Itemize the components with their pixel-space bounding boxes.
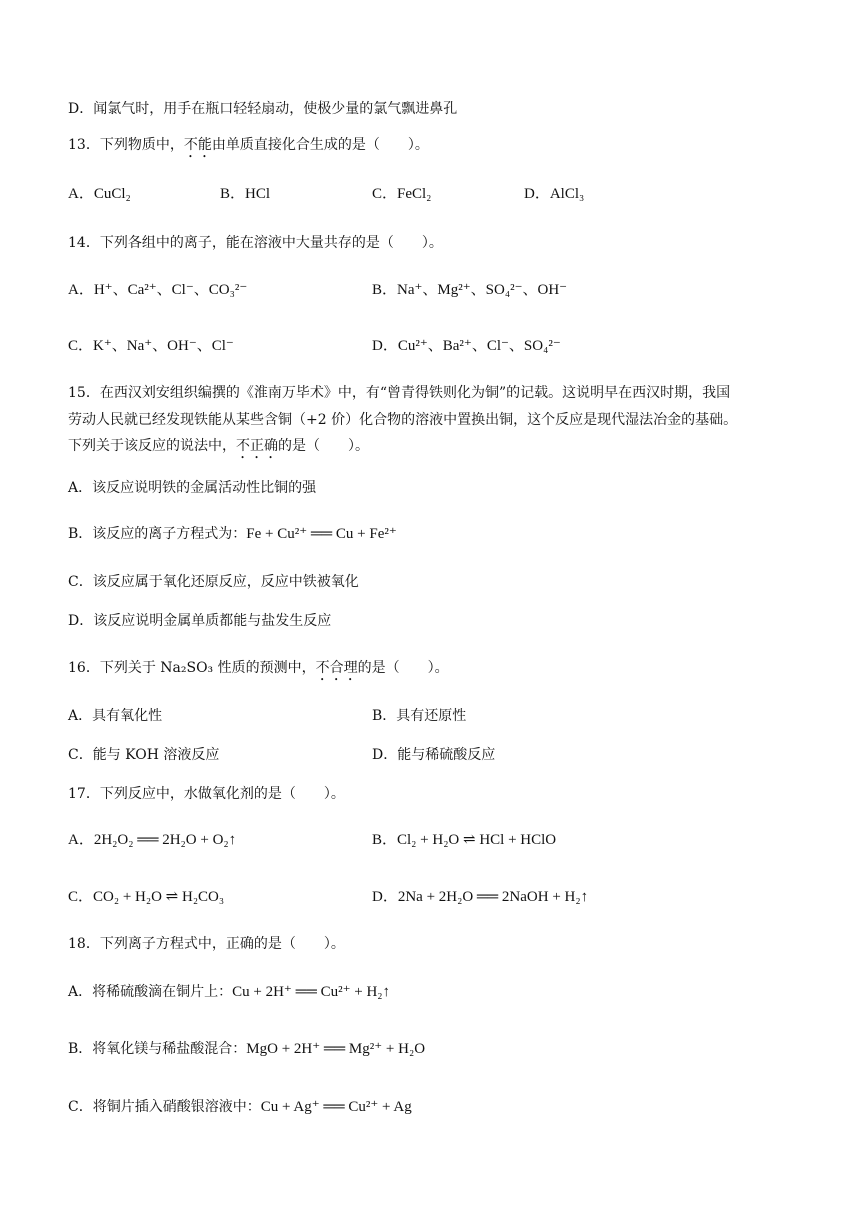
q15-stem3-post: 的是（ ）。 bbox=[278, 438, 369, 454]
q15-option-b bbox=[68, 524, 397, 544]
q18-option-a-equation: Cu + 2H⁺ ══ Cu²⁺ + H₂↑ bbox=[232, 984, 391, 1000]
q18-option-c bbox=[68, 1097, 412, 1117]
q14-option-d: D．Cu²⁺、Ba²⁺、Cl⁻、SO₄²⁻ bbox=[372, 338, 561, 354]
q18-option-c-equation: Cu + Ag⁺ ══ Cu²⁺ + Ag bbox=[260, 1099, 412, 1115]
q17-stem: 17．下列反应中，水做氧化剂的是（ ）。 bbox=[68, 786, 345, 802]
q13-stem-pre: 13．下列物质中， bbox=[68, 137, 184, 153]
q15-stem-line3 bbox=[68, 436, 369, 462]
q15-stem-line2: 劳动人民就已经发现铁能从某些含铜（+2 价）化合物的溶液中置换出铜，这个反应是现代湿法冶金的基础。 bbox=[68, 412, 738, 428]
q15-option-c: C．该反应属于氧化还原反应，反应中铁被氧化 bbox=[68, 574, 359, 590]
q13-option-d: D．AlCl₃ bbox=[524, 186, 585, 202]
q18-option-a bbox=[68, 982, 390, 1002]
q16-stem-post: 的是（ ）。 bbox=[357, 660, 449, 676]
q18-stem: 18．下列离子方程式中，正确的是（ ）。 bbox=[68, 936, 345, 952]
q15-stem3-pre: 下列关于该反应的说法中， bbox=[68, 438, 236, 454]
q13-option-a: A．CuCl₂ bbox=[68, 186, 131, 202]
q18-option-a-label: A．将稀硫酸滴在铜片上： bbox=[68, 984, 233, 1000]
q15-option-a: A．该反应说明铁的金属活动性比铜的强 bbox=[68, 480, 317, 496]
q13-option-b: B．HCl bbox=[220, 186, 271, 202]
q15-stem3-emph: 不正确 bbox=[236, 438, 278, 454]
q17-option-b: B．Cl₂ + H₂O ⇌ HCl + HClO bbox=[372, 832, 557, 848]
q17-option-c: C．CO₂ + H₂O ⇌ H₂CO₃ bbox=[68, 889, 225, 905]
q15-option-b-equation: Fe + Cu²⁺ ══ Cu + Fe²⁺ bbox=[246, 526, 397, 542]
q13-option-c: C．FeCl₂ bbox=[372, 186, 432, 202]
q16-option-a: A．具有氧化性 bbox=[68, 708, 163, 724]
q16-option-c: C．能与 KOH 溶液反应 bbox=[68, 747, 220, 763]
q17-option-a: A．2H₂O₂ ══ 2H₂O + O₂↑ bbox=[68, 832, 237, 848]
q13-stem-post: 由单质直接化合生成的是（ ）。 bbox=[211, 137, 429, 153]
q15-option-d: D．该反应说明金属单质都能与盐发生反应 bbox=[68, 613, 332, 629]
q18-option-b bbox=[68, 1039, 425, 1059]
q13-stem bbox=[68, 135, 429, 161]
q12-option-d: D．闻氯气时，用手在瓶口轻轻扇动，使极少量的氯气飘进鼻孔 bbox=[68, 101, 458, 117]
q16-stem bbox=[68, 658, 449, 684]
q14-stem: 14．下列各组中的离子，能在溶液中大量共存的是（ ）。 bbox=[68, 235, 443, 251]
q14-option-a: A．H⁺、Ca²⁺、Cl⁻、CO₃²⁻ bbox=[68, 282, 248, 298]
q17-option-d: D．2Na + 2H₂O ══ 2NaOH + H₂↑ bbox=[372, 889, 589, 905]
q18-option-c-label: C．将铜片插入硝酸银溶液中： bbox=[68, 1099, 261, 1115]
q15-option-b-label: B．该反应的离子方程式为： bbox=[68, 526, 247, 542]
q14-option-b: B．Na⁺、Mg²⁺、SO₄²⁻、OH⁻ bbox=[372, 282, 568, 298]
q18-option-b-equation: MgO + 2H⁺ ══ Mg²⁺ + H₂O bbox=[246, 1041, 426, 1057]
q16-option-d: D．能与稀硫酸反应 bbox=[372, 747, 496, 763]
q18-option-b-label: B．将氧化镁与稀盐酸混合： bbox=[68, 1041, 247, 1057]
q16-stem-pre: 16．下列关于 Na₂SO₃ 性质的预测中， bbox=[68, 660, 316, 676]
q15-stem-line1: 15．在西汉刘安组织编撰的《淮南万毕术》中，有“曾青得铁则化为铜”的记载。这说明早在西汉时期，我国 bbox=[68, 385, 731, 401]
q14-option-c: C．K⁺、Na⁺、OH⁻、Cl⁻ bbox=[68, 338, 234, 354]
q16-option-b: B．具有还原性 bbox=[372, 708, 467, 724]
q16-stem-emph: 不合理 bbox=[315, 660, 358, 676]
q13-stem-emph: 不能 bbox=[183, 137, 212, 153]
